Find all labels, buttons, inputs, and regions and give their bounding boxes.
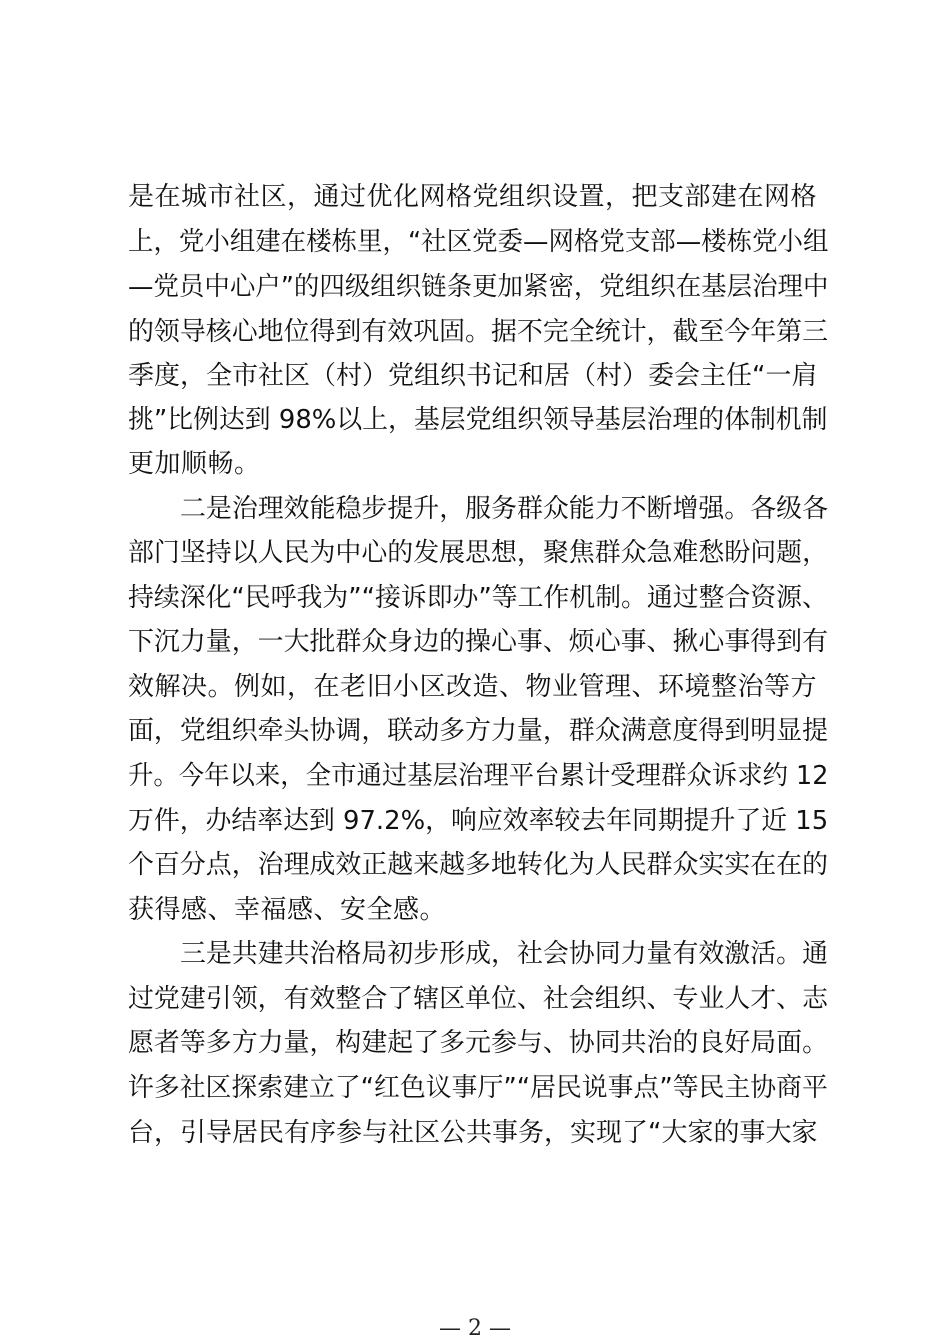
page-number: — 2 —: [439, 1316, 511, 1341]
text-line: 是在城市社区，通过优化网格党组织设置，把支部建在网格: [128, 182, 818, 212]
text-line: 季度，全市社区（村）党组织书记和居（村）委会主任“一肩: [128, 361, 818, 391]
text-line: 获得感、幸福感、安全感。: [128, 895, 447, 925]
text-line: —党员中心户”的四级组织链条更加紧密，党组织在基层治理中: [128, 272, 829, 302]
text-line: 挑”比例达到 98%以上，基层党组织领导基层治理的体制机制: [128, 405, 828, 435]
text-line: 愿者等多方力量，构建起了多元参与、协同共治的良好局面。: [128, 1028, 829, 1058]
text-line: 过党建引领，有效整合了辖区单位、社会组织、专业人才、志: [128, 984, 829, 1014]
text-line: 上，党小组建在楼栋里，“社区党委—网格党支部—楼栋党小组: [128, 227, 829, 257]
text-line: 升。今年以来，全市通过基层治理平台累计受理群众诉求约 12: [128, 761, 829, 791]
text-line: 更加顺畅。: [128, 449, 261, 479]
text-line: 三是共建共治格局初步形成，社会协同力量有效激活。通: [180, 939, 829, 969]
text-line: 万件，办结率达到 97.2%，响应效率较去年同期提升了近 15: [128, 806, 829, 836]
text-line: 效解决。例如，在老旧小区改造、物业管理、环境整治等方: [128, 672, 818, 702]
text-line: 部门坚持以人民为中心的发展思想，聚焦群众急难愁盼问题，: [128, 538, 829, 568]
text-line: 许多社区探索建立了“红色议事厅”“居民说事点”等民主协商平: [128, 1073, 828, 1103]
text-line: 的领导核心地位得到有效巩固。据不完全统计，截至今年第三: [128, 317, 829, 347]
text-line: 下沉力量，一大批群众身边的操心事、烦心事、揪心事得到有: [128, 627, 829, 657]
text-line: 面，党组织牵头协调，联动多方力量，群众满意度得到明显提: [128, 716, 829, 746]
text-line: 二是治理效能稳步提升，服务群众能力不断增强。各级各: [180, 494, 829, 524]
text-line: 持续深化“民呼我为”“接诉即办”等工作机制。通过整合资源、: [128, 583, 828, 613]
text-line: 个百分点，治理成效正越来越多地转化为人民群众实实在在的: [128, 850, 829, 880]
text-line: 台，引导居民有序参与社区公共事务，实现了“大家的事大家: [128, 1118, 818, 1148]
